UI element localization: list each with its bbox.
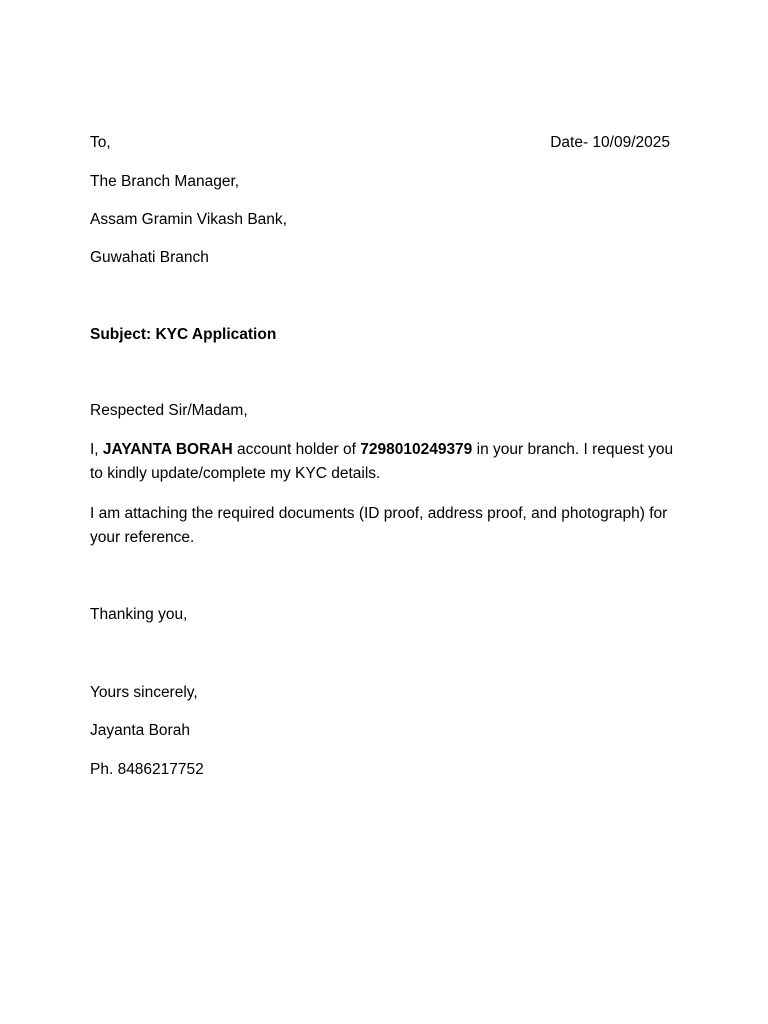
subject-line: Subject: KYC Application — [90, 326, 277, 343]
body-paragraph-1 — [90, 438, 680, 486]
greeting: Respected Sir/Madam, — [90, 402, 248, 419]
account-number: 7298010249379 — [360, 441, 473, 458]
body1-mid: account holder of — [232, 441, 361, 458]
closing-line: Yours sincerely, — [90, 684, 198, 701]
recipient-branch: Guwahati Branch — [90, 249, 209, 266]
phone-line: Ph. 8486217752 — [90, 761, 204, 778]
letter-date: Date- 10/09/2025 — [550, 134, 670, 151]
signature-name: Jayanta Borah — [90, 722, 190, 739]
recipient-bank: Assam Gramin Vikash Bank, — [90, 211, 287, 228]
body-paragraph-2: I am attaching the required documents (ID proof, address proof, and photograph) for your reference. — [90, 505, 668, 546]
account-holder-name: JAYANTA BORAH — [102, 441, 233, 458]
to-line: To, — [90, 134, 111, 151]
body1-suffix: in your branch. I request you to kindly update/complete my KYC details. — [90, 441, 674, 482]
thanks-line: Thanking you, — [90, 606, 188, 623]
body1-prefix: I, — [90, 441, 103, 458]
recipient-title: The Branch Manager, — [90, 173, 240, 190]
